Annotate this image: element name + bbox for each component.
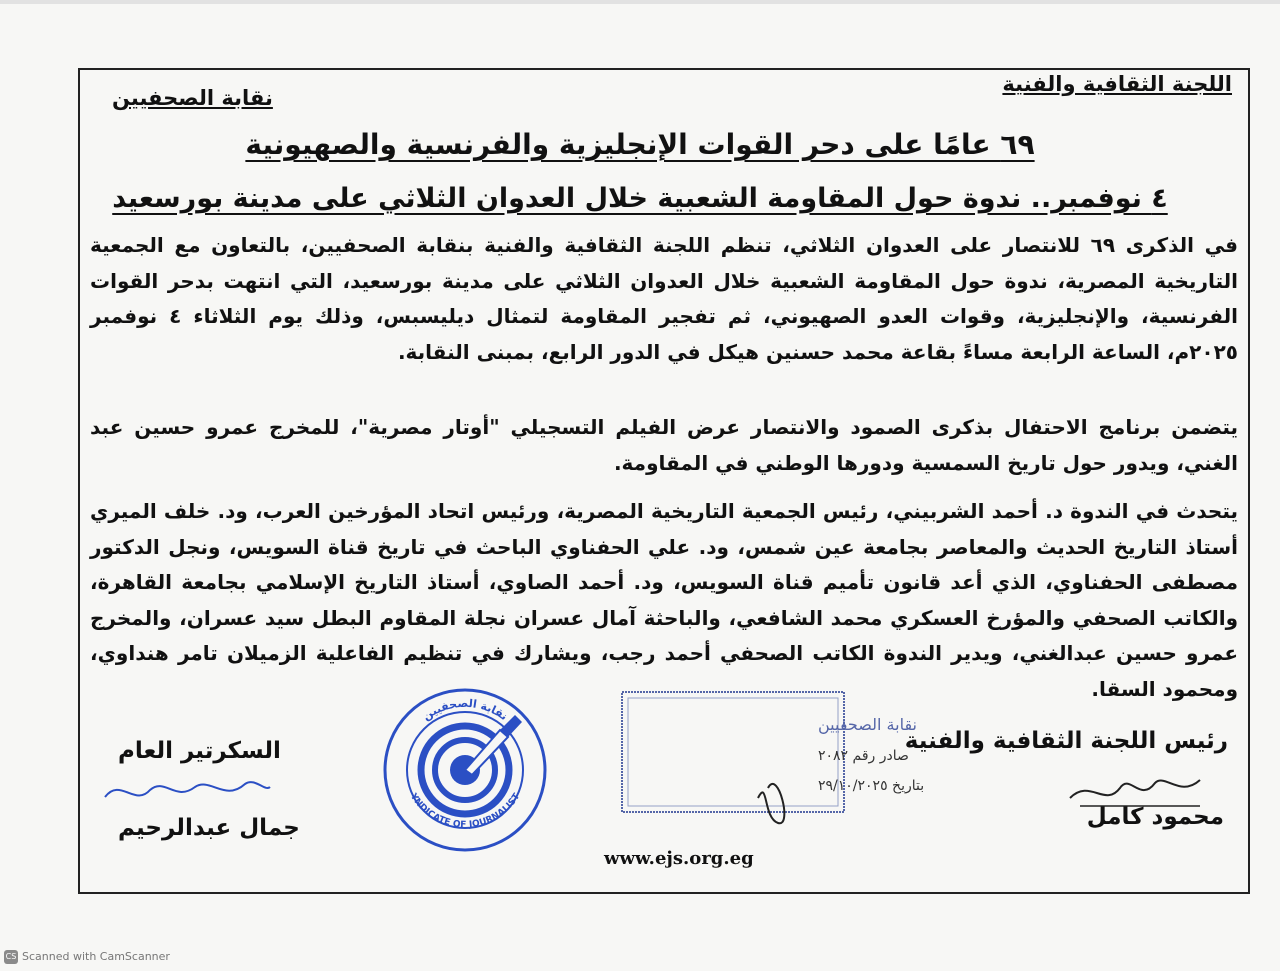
paragraph-text: يتضمن برنامج الاحتفال بذكرى الصمود والانتصار عرض الفيلم التسجيلي "أوتار مصرية"، للمخرج عمرو حسين عبد الغني، ويدور حول تاريخ السمسية ودورها الوطني في المقاومة. <box>90 415 1238 475</box>
left-signatory-name: جمال عبدالرحيم <box>118 815 300 841</box>
scanner-footer-text: Scanned with CamScanner <box>22 950 170 963</box>
paragraph-text: يتحدث في الندوة د. أحمد الشربيني، رئيس الجمعية التاريخية المصرية، ورئيس اتحاد المؤرخين العرب، ود. خلف الميري أستاذ التاريخ الحديث والمعاصر بجامعة عين شمس، ود. علي الحفناوي الباحث في تاريخ قناة السويس، ونجل الدكتور مصطفى الحفناوي، الذي أعد قانون تأميم قناة السويس، ود. أحمد الصاوي، أستاذ التاريخ الإسلامي بجامعة القاهرة، والكاتب الصحفي والمؤرخ العسكري محمد الشافعي، والباحثة آمال عسران نجلة المقاوم البطل سيد عسران، والمخرج عمرو حسين عبدالغني، ويدير الندوة الكاتب الصحفي أحمد رجب، ويشارك في تنظيم الفاعلية الزميلان تامر هنداوي، ومحمود السقا. <box>90 499 1238 701</box>
stamp-scribble <box>758 784 784 823</box>
body-paragraph-1 <box>90 228 1238 370</box>
scanner-footer <box>4 950 170 964</box>
right-signatory-title: رئيس اللجنة الثقافية والفنية <box>904 728 1228 754</box>
seal-english-text: YNDICATE OF JOURNALIST <box>407 791 523 831</box>
right-signatory-name: محمود كامل <box>1086 804 1224 830</box>
committee-header: اللجنة الثقافية والفنية <box>1002 72 1232 96</box>
registration-stamp <box>618 688 925 842</box>
body-paragraph-2 <box>90 410 1238 481</box>
sub-title-text: ٤ نوفمبر.. ندوة حول المقاومة الشعبية خلال العدوان الثلاثي على مدينة بورسعيد <box>112 183 1168 214</box>
sub-title <box>110 183 1170 214</box>
seal-arabic-text: نقابة الصحفيين <box>420 696 511 724</box>
main-title <box>110 128 1170 161</box>
stamp-line-1: نقابة الصحفيين <box>818 715 917 734</box>
paragraph-text: في الذكرى ٦٩ للانتصار على العدوان الثلاثي، تنظم اللجنة الثقافية والفنية بنقابة الصحفيين، بالتعاون مع الجمعية التاريخية المصرية، ندوة حول المقاومة الشعبية خلال العدوان الثلاثي على مدينة بورسعيد، التي انتهت بدحر القوات الفرنسية، والإنجليزية، وقوات العدو الصهيوني، ثم تفجير المقاومة لتمثال ديليسبس، وذلك يوم الثلاثاء ٤ نوفمبر ٢٠٢٥م، الساعة الرابعة مساءً بقاعة محمد حسنين هيكل في الدور الرابع، بمبنى النقابة. <box>90 233 1238 364</box>
left-signatory-title: السكرتير العام <box>118 738 281 764</box>
stamp-line-3: بتاريخ ٢٩/١٠/٢٠٢٥ <box>818 778 925 794</box>
syndicate-seal-icon <box>380 685 550 859</box>
left-signature-scribble <box>100 772 275 812</box>
website-url: www.ejs.org.eg <box>604 848 754 869</box>
svg-text:نقابة الصحفيين <box>420 697 510 723</box>
scan-edge <box>0 0 1280 4</box>
camscanner-icon: CS <box>4 950 18 964</box>
main-title-text: ٦٩ عامًا على دحر القوات الإنجليزية والفرنسية والصهيونية <box>245 128 1035 161</box>
stamp-line-2: صادر رقم ٢٠٨٢ <box>818 748 909 764</box>
syndicate-header: نقابة الصحفيين <box>112 86 273 110</box>
body-paragraph-3 <box>90 494 1238 707</box>
